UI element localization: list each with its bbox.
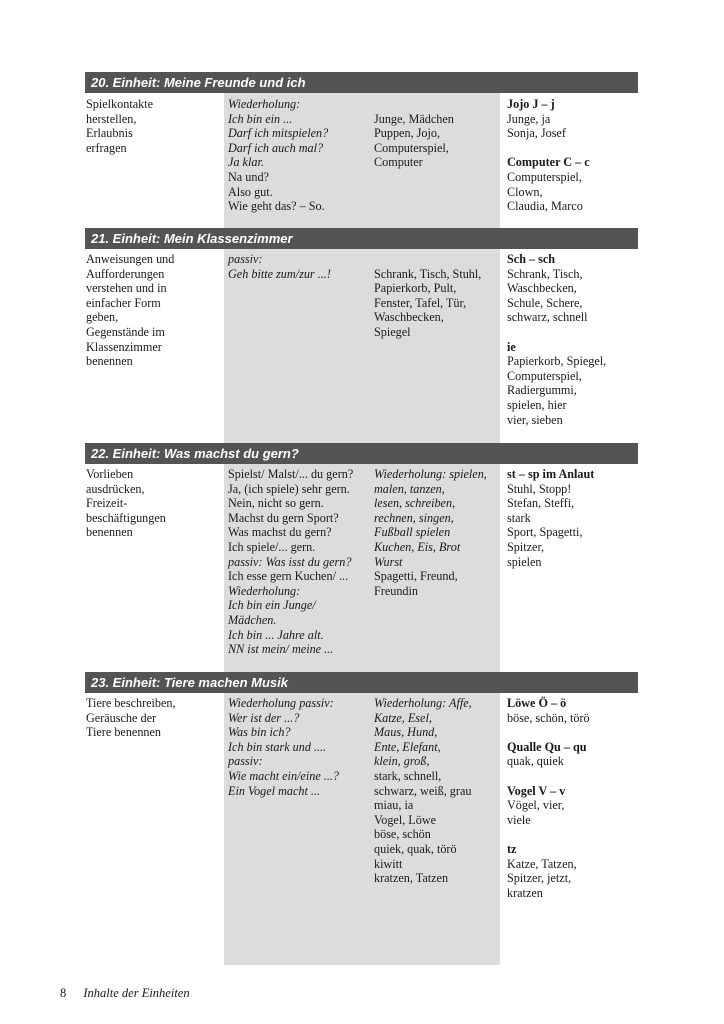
text-line: Tiere beschreiben,	[86, 696, 176, 710]
text-line: böse, schön	[374, 827, 431, 842]
text-line: lesen, schreiben,	[374, 496, 456, 511]
text-line: Schrank, Tisch, Stuhl,	[374, 266, 482, 281]
text-line: Stefan, Steffi,	[507, 496, 575, 511]
text-line: Sonja, Josef	[507, 126, 566, 141]
unit-header: 20. Einheit: Meine Freunde und ich	[85, 72, 638, 93]
text-line: passiv:	[228, 252, 263, 266]
text-line: Spitzer,	[507, 539, 545, 554]
text-line: passiv: Was isst du gern?	[228, 554, 352, 569]
text-line: Claudia, Marco	[507, 199, 583, 214]
text-line: Ich bin ... Jahre alt.	[228, 627, 324, 642]
phrases-column	[228, 97, 372, 214]
text-line: Schrank, Tisch,	[507, 266, 583, 281]
unit-header: 21. Einheit: Mein Klassenzimmer	[85, 228, 638, 249]
text-line: Sport, Spagetti,	[507, 525, 583, 540]
goals-column	[86, 252, 220, 369]
text-line: Spitzer, jetzt,	[507, 871, 572, 886]
vocabulary-column	[374, 97, 496, 170]
text-line: Spiegel	[374, 324, 411, 339]
text-line: Wiederholung: Affe,	[374, 696, 472, 710]
text-line: Papierkorb, Pult,	[374, 281, 457, 296]
goals-column	[86, 97, 220, 155]
text-line: miau, ia	[374, 798, 414, 813]
text-line: benennen	[86, 525, 133, 540]
text-line: Spielst/ Malst/... du gern?	[228, 467, 354, 481]
text-line: rechnen, singen,	[374, 510, 454, 525]
vocabulary-column	[374, 467, 496, 598]
text-line: quiek, quak, törö	[374, 841, 457, 856]
text-line: NN ist mein/ meine ...	[228, 642, 334, 657]
spacer	[507, 725, 637, 740]
text-line: Ich bin ein ...	[228, 111, 293, 126]
phonics-column	[507, 252, 637, 427]
text-line: Wiederholung: spielen,	[374, 467, 487, 481]
text-line: Wiederholung:	[228, 583, 301, 598]
text-line: Puppen, Jojo,	[374, 126, 441, 141]
text-line: Vorlieben	[86, 467, 134, 481]
text-line: Wurst	[374, 554, 403, 569]
text-line: Waschbecken,	[507, 281, 577, 296]
text-line: Tiere benennen	[86, 725, 162, 740]
text-line: Vögel, vier,	[507, 798, 565, 813]
vocabulary-column	[374, 252, 496, 340]
text-line: klein, groß,	[374, 754, 430, 769]
page-footer	[60, 986, 190, 1001]
text-line: Fenster, Tafel, Tür,	[374, 295, 467, 310]
text-line: Na und?	[228, 169, 269, 184]
text-line: geben,	[86, 310, 119, 325]
unit-header: 23. Einheit: Tiere machen Musik	[85, 672, 638, 693]
text-line: schwarz, weiß, grau	[374, 783, 472, 798]
text-line: Radiergummi,	[507, 383, 577, 398]
text-line: Machst du gern Sport?	[228, 510, 339, 525]
phonics-column	[507, 696, 637, 900]
text-line: Anweisungen und	[86, 252, 175, 266]
text-line: stark	[507, 510, 531, 525]
spacer	[374, 97, 496, 112]
text-line: Ich esse gern Kuchen/ ...	[228, 569, 349, 584]
text-line: herstellen,	[86, 111, 137, 126]
text-line: Aufforderungen	[86, 266, 165, 281]
text-line: spielen	[507, 554, 542, 569]
text-line: böse, schön, törö	[507, 710, 590, 725]
text-line: Ja klar.	[228, 155, 264, 170]
vocabulary-column	[374, 696, 496, 886]
phrases-column	[228, 467, 372, 657]
phonics-column	[507, 467, 637, 569]
text-line: Wie macht ein/eine ...?	[228, 768, 340, 783]
text-line: Computerspiel,	[507, 368, 582, 383]
unit-header: 22. Einheit: Was machst du gern?	[85, 443, 638, 464]
phonics-column	[507, 97, 637, 214]
text-line: Stuhl, Stopp!	[507, 481, 572, 496]
text-line: Vogel V – v	[507, 783, 566, 798]
text-line: ausdrücken,	[86, 481, 145, 496]
text-line: Geräusche der	[86, 710, 157, 725]
text-line: passiv:	[228, 754, 263, 769]
text-line: Darf ich auch mal?	[228, 140, 324, 155]
text-line: Nein, nicht so gern.	[228, 496, 324, 511]
text-line: Kuchen, Eis, Brot	[374, 539, 461, 554]
text-line: Katze, Tatzen,	[507, 856, 577, 871]
text-line: spielen, hier	[507, 397, 567, 412]
text-line: st – sp im Anlaut	[507, 467, 595, 481]
text-line: Computer C – c	[507, 155, 590, 170]
text-line: Geh bitte zum/zur ...!	[228, 266, 331, 281]
text-line: Darf ich mitspielen?	[228, 126, 329, 141]
text-line: einfacher Form	[86, 295, 161, 310]
text-line: Freundin	[374, 583, 419, 598]
text-line: Jojo J – j	[507, 97, 555, 111]
text-line: Freizeit-	[86, 496, 128, 511]
text-line: Fußball spielen	[374, 525, 451, 540]
text-line: Vogel, Löwe	[374, 812, 437, 827]
text-line: Katze, Esel,	[374, 710, 432, 725]
text-line: Ein Vogel macht ...	[228, 783, 321, 798]
text-line: Spagetti, Freund,	[374, 569, 458, 584]
text-line: Computerspiel,	[374, 140, 449, 155]
text-line: Waschbecken,	[374, 310, 444, 325]
text-line: verstehen und in	[86, 281, 167, 296]
goals-column	[86, 696, 220, 740]
page-number: 8	[60, 986, 67, 1000]
text-line: erfragen	[86, 140, 127, 155]
text-line: Wiederholung:	[228, 97, 301, 111]
text-line: Also gut.	[228, 184, 273, 199]
text-line: Wie geht das? – So.	[228, 199, 325, 214]
phrases-column	[228, 696, 372, 798]
spacer	[374, 252, 496, 267]
text-line: Computerspiel,	[507, 169, 582, 184]
text-line: Computer	[374, 155, 423, 170]
text-line: Klassenzimmer	[86, 339, 162, 354]
text-line: Ich bin stark und ....	[228, 739, 327, 754]
text-line: Schule, Schere,	[507, 295, 583, 310]
text-line: Löwe Ö – ö	[507, 696, 567, 710]
spacer	[507, 827, 637, 842]
goals-column	[86, 467, 220, 540]
text-line: tz	[507, 841, 517, 856]
text-line: kratzen, Tatzen	[374, 871, 449, 886]
text-line: schwarz, schnell	[507, 310, 588, 325]
text-line: Ich bin ein Junge/	[228, 598, 316, 613]
text-line: Qualle Qu – qu	[507, 739, 587, 754]
text-line: Papierkorb, Spiegel,	[507, 354, 607, 369]
text-line: Erlaubnis	[86, 126, 133, 141]
spacer	[507, 141, 637, 156]
text-line: Was bin ich?	[228, 725, 291, 740]
text-line: Junge, ja	[507, 111, 551, 126]
text-line: vier, sieben	[507, 412, 563, 427]
text-line: Wer ist der ...?	[228, 710, 300, 725]
text-line: Was machst du gern?	[228, 525, 332, 540]
text-line: Spielkontakte	[86, 97, 154, 111]
text-line: kratzen	[507, 885, 543, 900]
phrases-column	[228, 252, 372, 281]
text-line: Ente, Elefant,	[374, 739, 441, 754]
text-line: Mädchen.	[228, 612, 277, 627]
text-line: Sch – sch	[507, 252, 556, 266]
text-line: stark, schnell,	[374, 768, 442, 783]
text-line: Ich spiele/... gern.	[228, 539, 316, 554]
text-line: Maus, Hund,	[374, 725, 438, 740]
text-line: viele	[507, 812, 531, 827]
spacer	[507, 769, 637, 784]
spacer	[507, 325, 637, 340]
text-line: kiwitt	[374, 856, 403, 871]
footer-title: Inhalte der Einheiten	[83, 986, 190, 1000]
text-line: Junge, Mädchen	[374, 111, 454, 126]
text-line: Wiederholung passiv:	[228, 696, 334, 710]
text-line: benennen	[86, 354, 133, 369]
text-line: Gegenstände im	[86, 324, 165, 339]
text-line: beschäftigungen	[86, 510, 166, 525]
text-line: quak, quiek	[507, 754, 564, 769]
text-line: Clown,	[507, 184, 543, 199]
text-line: ie	[507, 339, 516, 354]
text-line: Ja, (ich spiele) sehr gern.	[228, 481, 350, 496]
text-line: malen, tanzen,	[374, 481, 445, 496]
